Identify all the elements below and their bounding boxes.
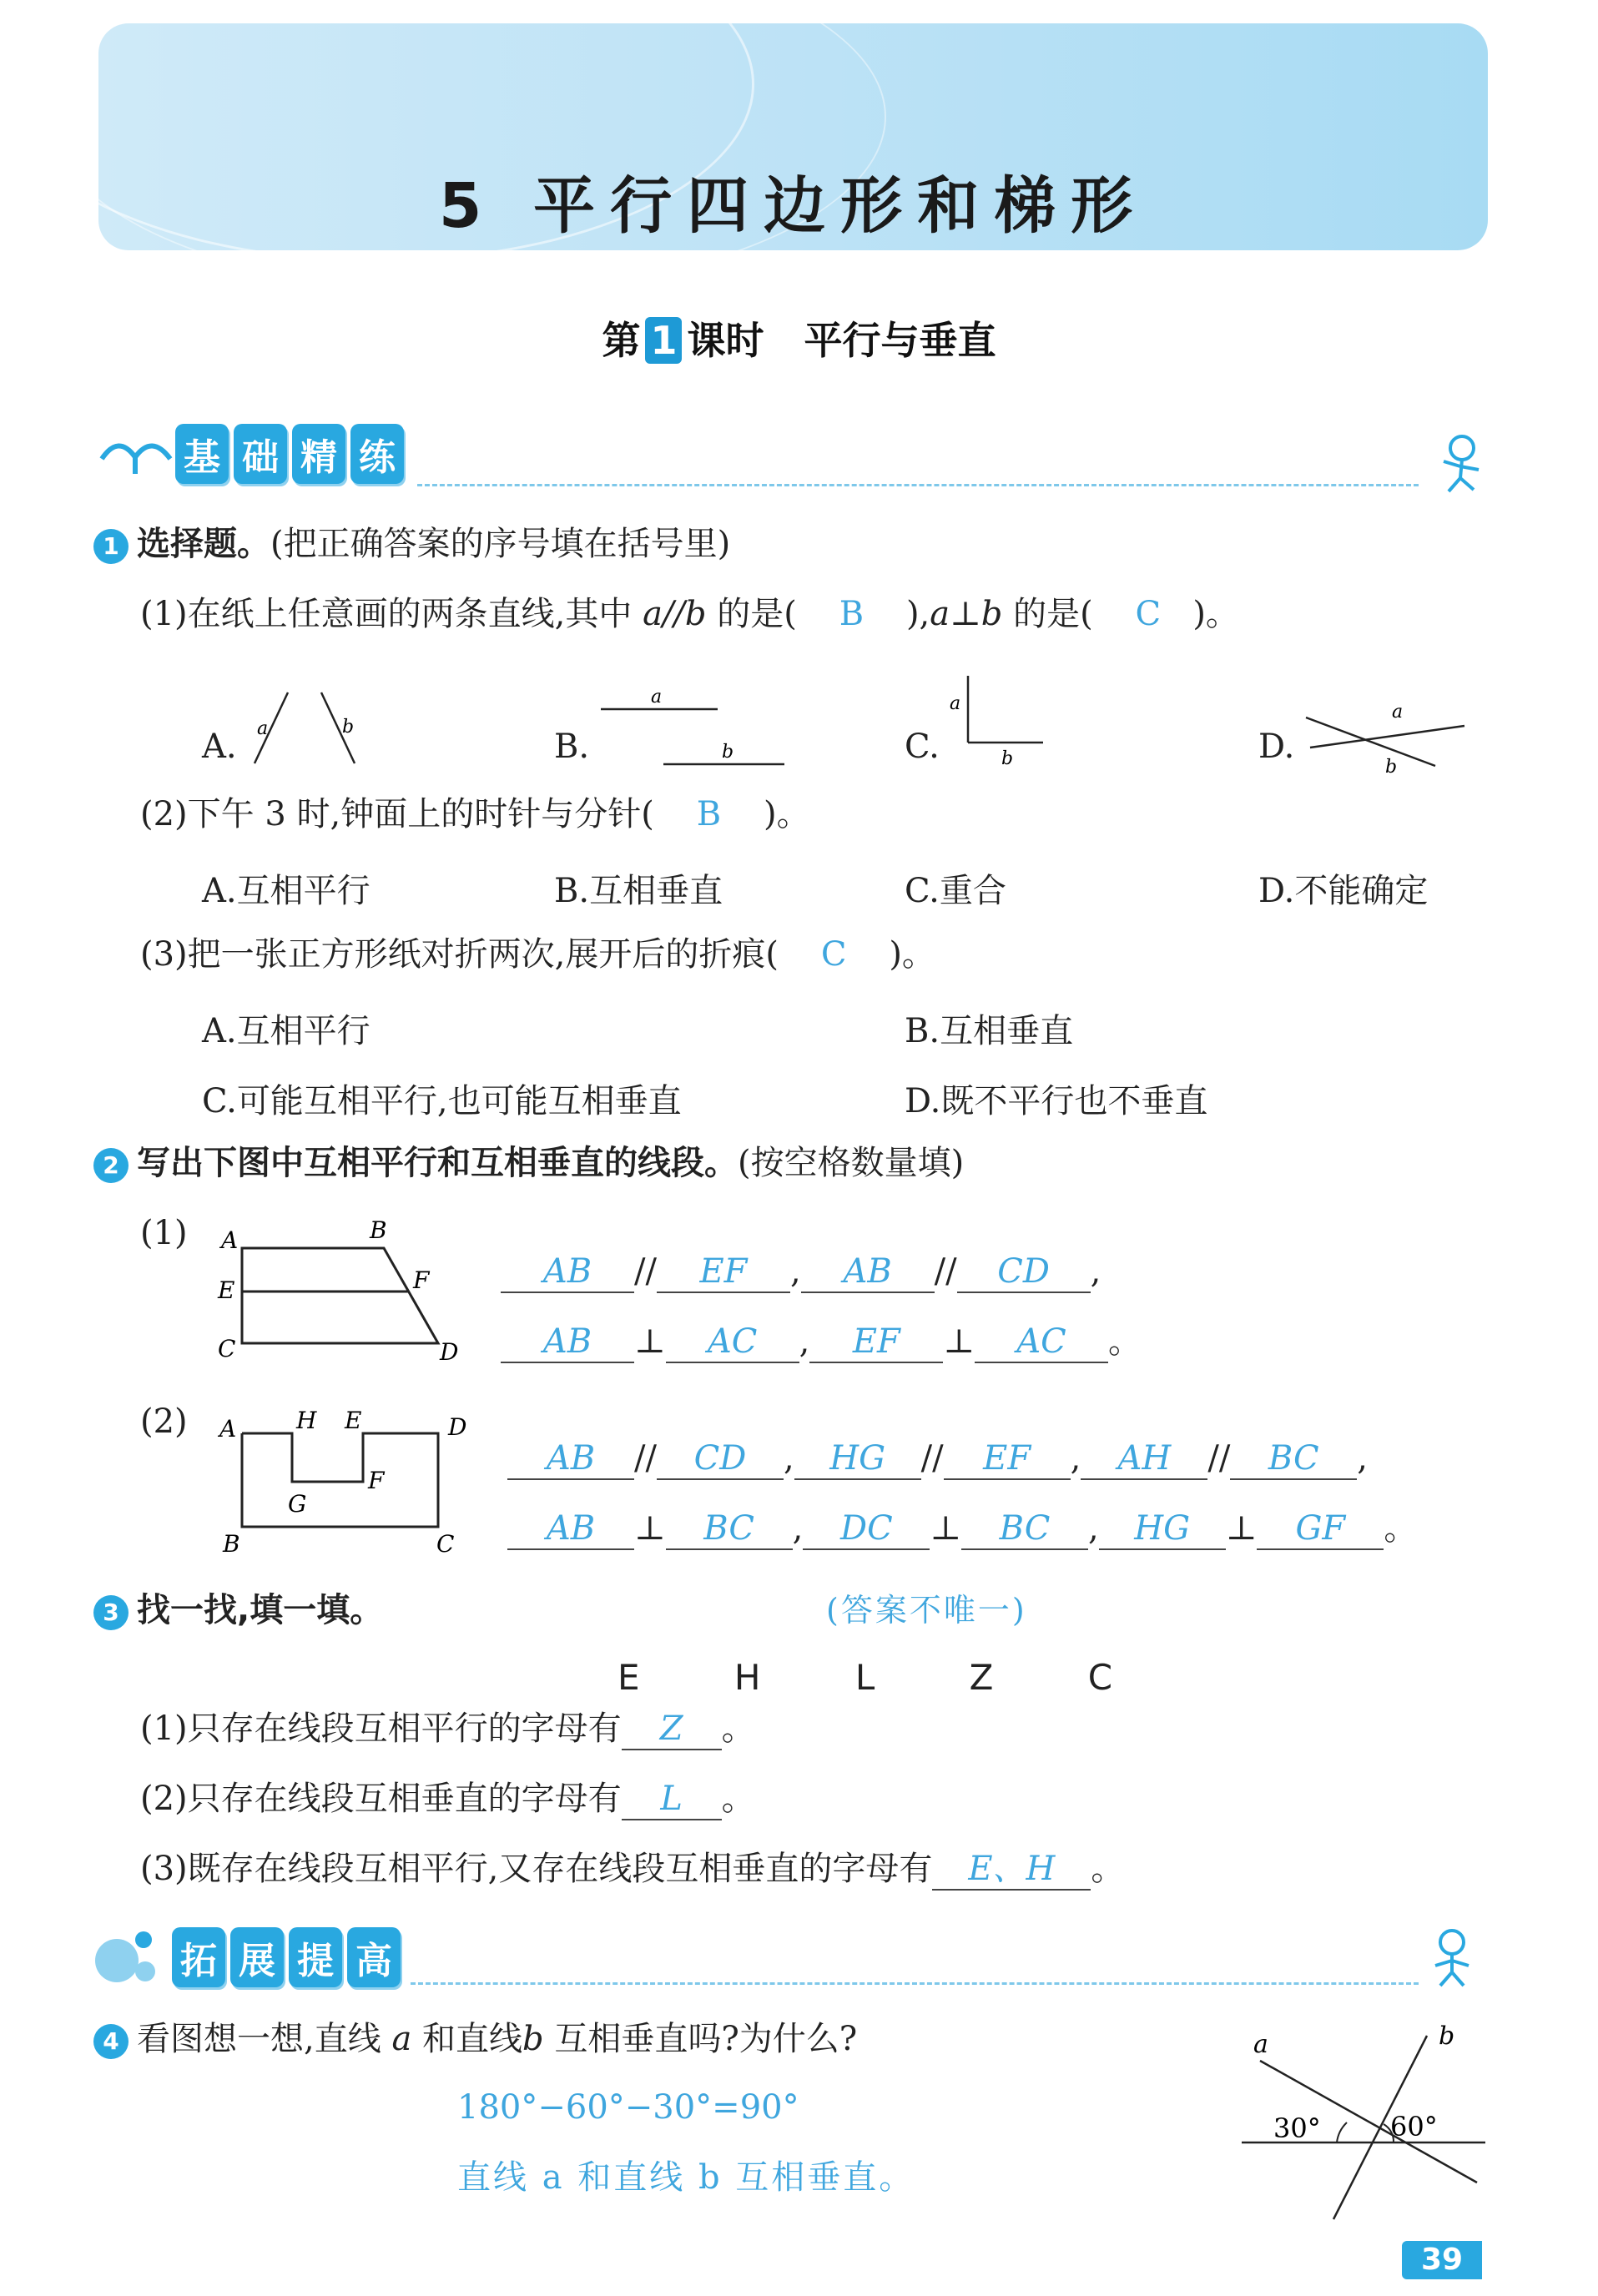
answer-blank: AB (507, 1438, 634, 1480)
q2-number-badge: 2 (93, 1148, 129, 1183)
answer-blank: AB (801, 1251, 935, 1293)
svg-text:F: F (368, 1467, 385, 1494)
svg-text:F: F (413, 1266, 430, 1294)
answer: B (696, 795, 722, 833)
q1-p3-option-a: A.互相平行 (202, 1012, 371, 1050)
q1-p2-option-a: A.互相平行 (202, 872, 371, 910)
svg-text:b: b (722, 742, 734, 763)
sprout-icon (93, 425, 177, 479)
answer-blank: AB (501, 1322, 634, 1363)
svg-text:A: A (219, 1415, 237, 1443)
mascot-icon (1419, 1924, 1485, 1994)
q1-p2-option-b: B.互相垂直 (554, 872, 723, 910)
svg-text:B: B (370, 1218, 387, 1244)
answer-blank: HG (794, 1438, 921, 1480)
answer-blank: BC (666, 1508, 793, 1550)
answer-blank: AH (1081, 1438, 1207, 1480)
chapter-banner (98, 23, 1488, 250)
angle-60-label: 60° (1390, 2111, 1438, 2142)
q1-p2-option-c: C.重合 (905, 872, 1006, 910)
lesson-suffix: 课时 (687, 318, 764, 363)
answer-blank: EF (657, 1251, 790, 1293)
q4-figure (1235, 2019, 1494, 2228)
figure-option-d (1302, 692, 1469, 776)
q1-p3-option-c: C.可能互相平行,也可能互相垂直 (202, 1082, 682, 1120)
q3-note: (答案不唯一) (826, 1592, 1027, 1629)
q1-part2: (2)下午 3 时,钟面上的时针与分针( B )。 (140, 795, 810, 833)
section-divider (411, 1982, 1419, 1985)
q4-conclusion: 直线 a 和直线 b 互相垂直。 (457, 2158, 915, 2197)
svg-text:H: H (296, 1407, 317, 1434)
q1-p2-option-d: D.不能确定 (1258, 872, 1429, 910)
lesson-topic: 平行与垂直 (804, 318, 996, 363)
svg-text:B: B (223, 1530, 240, 1558)
svg-text:b: b (1001, 748, 1014, 769)
q3-part2: (2)只存在线段互相垂直的字母有 L 。 (140, 1779, 755, 1820)
svg-text:a: a (257, 718, 269, 739)
q2-f1-label: (1) (140, 1214, 188, 1252)
bubbles-icon (92, 1923, 175, 1993)
q2-f2-row2: AB ⊥ BC , DC ⊥ BC , HG ⊥ GF 。 (507, 1508, 1417, 1550)
answer-blank: Z (622, 1709, 722, 1750)
q1-part3: (3)把一张正方形纸对折两次,展开后的折痕( C )。 (140, 935, 935, 974)
q1-p3-option-d: D.既不平行也不垂直 (905, 1082, 1208, 1120)
svg-text:E: E (218, 1276, 235, 1304)
line-b-label: b (1439, 2022, 1455, 2051)
lesson-prefix: 第 (602, 318, 641, 363)
svg-text:D: D (440, 1338, 459, 1366)
answer-blank: GF (1257, 1508, 1384, 1550)
answer-blank: DC (803, 1508, 930, 1550)
q1-p3-option-b: B.互相垂直 (905, 1012, 1074, 1050)
q1-option-b: B. (554, 728, 590, 766)
q4-number-badge: 4 (93, 2024, 129, 2059)
chapter-title: 5 平行四边形和梯形 (438, 170, 1148, 242)
line-a-label: a (1253, 2030, 1268, 2059)
answer-blank: EF (944, 1438, 1071, 1480)
svg-text:D: D (448, 1413, 467, 1441)
q1-heading: 1 选择题。(把正确答案的序号填在括号里) (93, 524, 730, 564)
q1-option-d: D. (1258, 728, 1295, 766)
figure-option-a (242, 684, 367, 776)
q2-f1-row2: AB ⊥ AC , EF ⊥ AC 。 (501, 1322, 1142, 1363)
section-divider (417, 484, 1419, 486)
q3-number-badge: 3 (93, 1595, 129, 1630)
answer-blank: L (622, 1779, 722, 1820)
q2-figure2 (213, 1402, 480, 1560)
lesson-title (0, 310, 1598, 365)
q1-option-a: A. (202, 728, 237, 766)
svg-text:C: C (218, 1335, 236, 1362)
q1-part1: (1)在纸上任意画的两条直线,其中 a//b 的是( B ),a⊥b 的是( C )。 (140, 595, 1239, 633)
q3-letters: E H L Z C (618, 1657, 1155, 1698)
q3-part1: (1)只存在线段互相平行的字母有 Z 。 (140, 1709, 755, 1750)
page-number: 39 (1402, 2241, 1482, 2279)
q3-part3: (3)既存在线段互相平行,又存在线段互相垂直的字母有 E、H 。 (140, 1849, 1124, 1891)
answer: B (839, 595, 865, 633)
svg-text:a: a (950, 693, 961, 714)
answer: C (1135, 595, 1162, 633)
q1-number-badge: 1 (93, 529, 129, 564)
mascot-icon (1427, 430, 1494, 500)
answer-blank: CD (657, 1438, 784, 1480)
answer-blank: AB (501, 1251, 634, 1293)
q4-heading: 4 看图想一想,直线 a 和直线b 互相垂直吗?为什么? (93, 2019, 857, 2059)
q1-option-c: C. (905, 728, 940, 766)
figure-option-b (584, 684, 793, 776)
svg-text:a: a (1392, 702, 1404, 723)
svg-text:G: G (288, 1490, 307, 1518)
answer-blank: BC (1230, 1438, 1357, 1480)
answer: C (820, 935, 847, 974)
svg-text:b: b (1385, 757, 1398, 776)
angle-30-label: 30° (1273, 2112, 1321, 2144)
svg-text:E: E (345, 1407, 362, 1434)
figure-option-c (943, 667, 1068, 776)
answer-blank: HG (1099, 1508, 1226, 1550)
svg-text:a: a (651, 687, 663, 707)
answer-blank: EF (809, 1322, 943, 1363)
answer-blank: CD (957, 1251, 1091, 1293)
q3-heading: 3 找一找,填一填。 (93, 1590, 383, 1630)
section-basic-header: 基 础 精 练 (175, 424, 409, 484)
answer-blank: AC (975, 1322, 1108, 1363)
q2-f1-row1: AB // EF , AB // CD , (501, 1251, 1101, 1293)
lesson-number: 1 (645, 317, 682, 364)
answer-blank: BC (961, 1508, 1088, 1550)
q2-f2-label: (2) (140, 1402, 188, 1441)
section-extend-header: 拓 展 提 高 (172, 1927, 406, 1987)
svg-text:C: C (436, 1530, 455, 1558)
svg-text:b: b (342, 717, 355, 738)
answer-blank: AB (507, 1508, 634, 1550)
q2-figure1 (213, 1218, 480, 1368)
svg-text:A: A (221, 1226, 239, 1254)
q4-calculation: 180°−60°−30°=90° (457, 2088, 799, 2127)
answer-blank: E、H (932, 1849, 1091, 1891)
answer-blank: AC (666, 1322, 799, 1363)
q2-f2-row1: AB // CD , HG // EF , AH // BC , (507, 1438, 1368, 1480)
q2-heading: 2 写出下图中互相平行和互相垂直的线段。(按空格数量填) (93, 1143, 964, 1183)
